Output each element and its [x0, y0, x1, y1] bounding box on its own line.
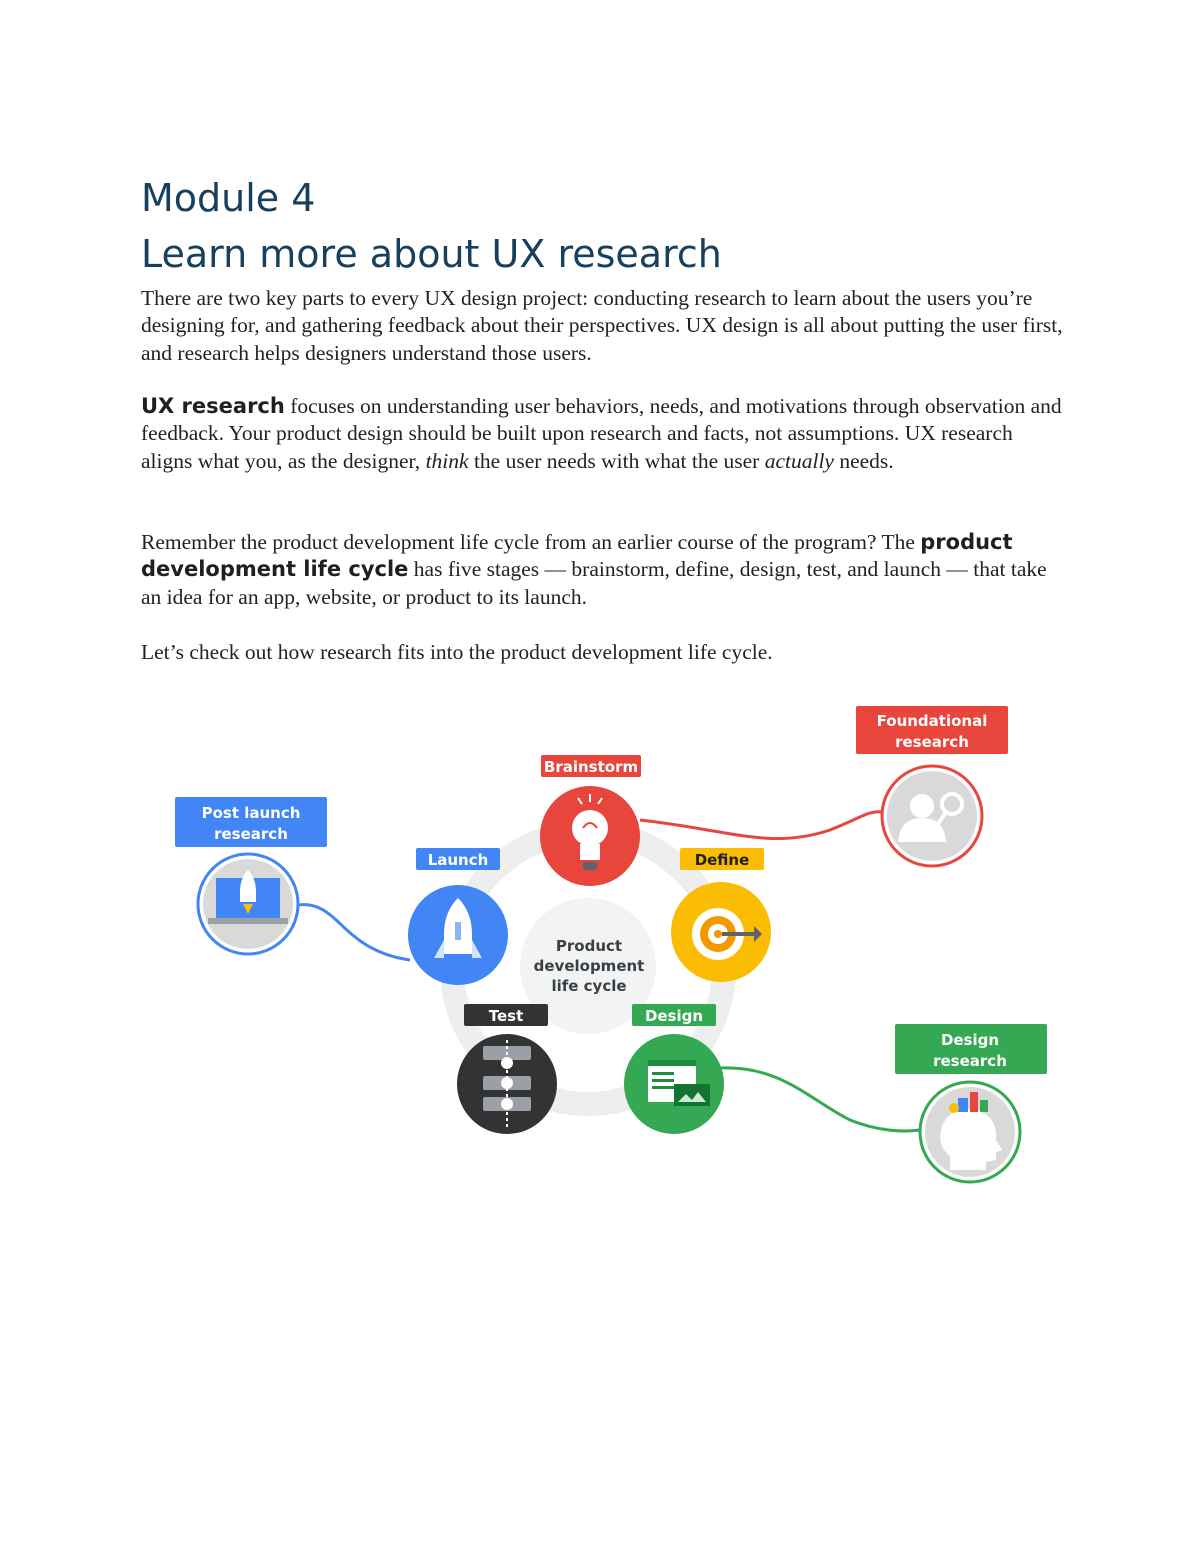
foundational-connector: [640, 812, 882, 839]
design-research-connector: [720, 1068, 920, 1131]
laptop-rocket-icon: [208, 870, 288, 924]
p3-text-b: has five stages — brainstorm, define, design, test, and launch — that take an idea for an app, website, or product to its launch.: [141, 557, 1047, 609]
intro-paragraph: There are two key parts to every UX design project: conducting research to learn about the users you’re designing for, and gathering feedback about their perspectives. UX design is all about putting the user first, and research helps designers understand those users.: [141, 286, 1063, 365]
ux-research-term: UX research: [141, 394, 285, 418]
check-out-paragraph: Let’s check out how research fits into the product development life cycle.: [141, 640, 773, 664]
actually-emphasis: actually: [764, 448, 834, 473]
stage-design: [624, 1004, 724, 1134]
p2-text-b: the user needs with what the user: [468, 448, 765, 473]
stage-test: [457, 1004, 557, 1134]
launch-label: Launch: [427, 851, 489, 869]
research-design: [895, 1024, 1047, 1182]
center-label-2: development: [533, 957, 645, 975]
p3-text-a: Remember the product development life cycle from an earlier course of the program? The: [141, 530, 921, 554]
stage-define: [671, 848, 771, 982]
define-label: Define: [694, 851, 750, 869]
life-cycle-paragraph: [141, 529, 1066, 611]
design-research-label-1: Design: [940, 1031, 1000, 1049]
life-cycle-term: product development life cycle: [141, 530, 1013, 582]
post-launch-label-2: research: [214, 825, 288, 843]
center-label-3: life cycle: [551, 977, 627, 995]
center-label-1: Product: [555, 937, 623, 955]
research-foundational: [856, 706, 1008, 866]
research-post-launch: [175, 797, 327, 954]
stage-launch: [408, 848, 508, 985]
think-emphasis: think: [425, 448, 469, 473]
test-label: Test: [488, 1007, 524, 1025]
design-label: Design: [644, 1007, 704, 1025]
p2-text-a: focuses on understanding user behaviors, needs, and motivations through observation and feedback. Your product design should be built upon research and facts, not assumptions. UX research aligns what you, as the designer,: [141, 394, 1062, 473]
post-launch-connector: [298, 905, 410, 960]
post-launch-label-1: Post launch: [201, 804, 301, 822]
design-research-label-2: research: [933, 1052, 1007, 1070]
brainstorm-label: Brainstorm: [543, 758, 639, 776]
ux-research-paragraph: [141, 393, 1066, 475]
stage-brainstorm: [540, 755, 641, 886]
p2-text-c: needs.: [833, 448, 894, 473]
foundational-label-2: research: [895, 733, 969, 751]
page-heading: Learn more about UX research: [141, 232, 722, 276]
module-title: Module 4: [141, 176, 316, 220]
foundational-label-1: Foundational: [876, 712, 988, 730]
life-cycle-diagram: [170, 700, 1050, 1190]
